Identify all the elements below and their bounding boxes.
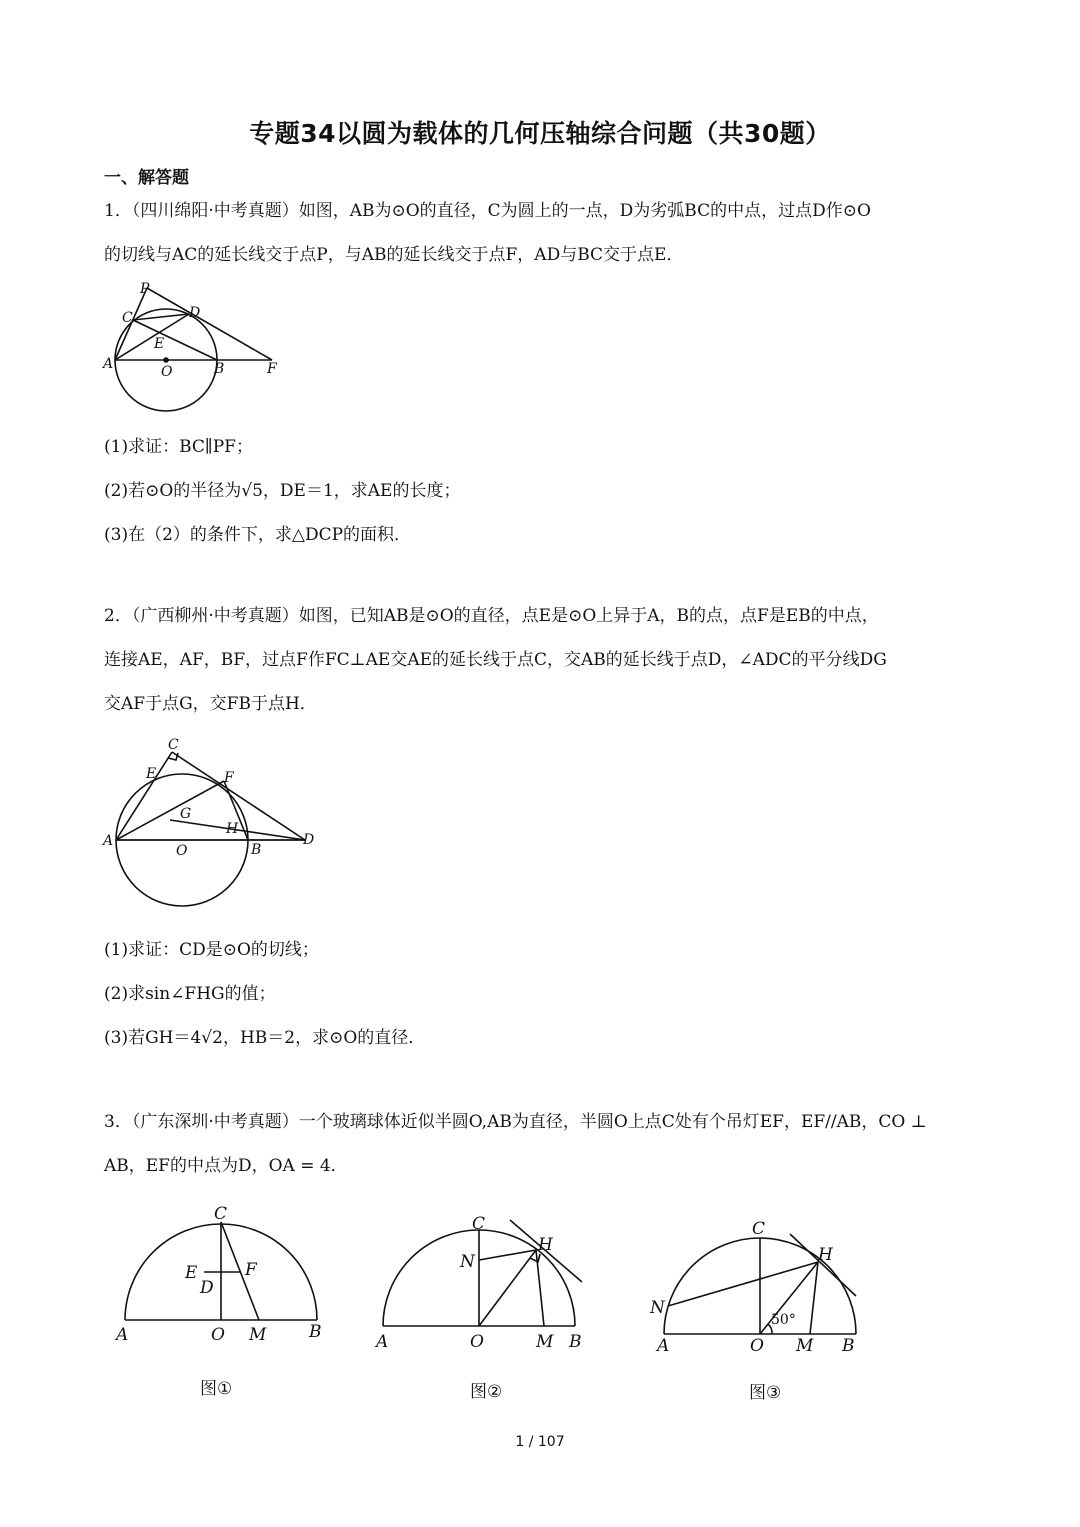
question-2-line-3: 交AF于点G，交FB于点H． [104,694,317,714]
fig2-label-o: O [176,843,188,859]
fig3c-label-m: M [796,1336,814,1356]
question-3-figure-2 [370,1210,600,1360]
fig3c-label-n: N [650,1298,665,1318]
fig2-label-a: A [103,833,114,849]
fig2-label-b: B [251,842,262,858]
question-3-text [104,1100,984,1188]
question-2-line-1: 2．（广西柳州·中考真题）如图，已知AB是⊙O的直径，点E是⊙O上异于A，B的点，点F是EB的中点， [104,606,879,626]
question-2-text [104,594,984,726]
question-1-figure [100,282,300,422]
fig3a-label-e: E [185,1263,198,1283]
question-3-figure-1 [110,1200,340,1350]
fig2-label-f: F [224,770,234,786]
fig3b-label-m: M [536,1332,554,1352]
question-2-figure [100,736,330,916]
fig3c-label-h: H [818,1245,833,1265]
fig3b-label-b: B [569,1332,582,1352]
question-2-line-2: 连接AE，AF，BF，过点F作FC⊥AE交AE的延长线于点C，交AB的延长线于点D，∠ADC的平分线DG [104,650,887,670]
question-1-part-1: (1)求证：BC∥PF； [104,437,253,457]
fig3b-label-c: C [472,1214,486,1234]
fig3b-label-n: N [460,1252,475,1272]
fig3b-label-o: O [470,1332,484,1352]
fig3b-label-h: H [538,1235,553,1255]
question-1-line-2: 的切线与AC的延长线交于点P，与AB的延长线交于点F，AD与BC交于点E． [104,245,684,265]
question-1-line-1: 1．（四川绵阳·中考真题）如图，AB为⊙O的直径，C为圆上的一点，D为劣弧BC的中点，过点D作⊙O [104,201,871,221]
fig3c-label-c: C [752,1219,766,1239]
fig1-label-p: P [140,281,150,297]
question-2-part-2: (2)求sin∠FHG的值； [104,984,276,1004]
fig3a-label-d: D [200,1278,214,1298]
question-2-part-3: (3)若GH＝4√2，HB＝2，求⊙O的直径． [104,1028,426,1048]
fig3a-label-a: A [116,1325,129,1345]
fig2-label-g: G [180,806,192,822]
fig2-label-h: H [226,821,239,837]
fig2-label-d: D [303,832,315,848]
figure-3-caption: 图③ [749,1383,782,1403]
figure-1-caption: 图① [200,1379,233,1399]
figure-2-caption: 图② [470,1382,503,1402]
question-1-part-2: (2)若⊙O的半径为√5，DE＝1，求AE的长度； [104,481,461,501]
page-number: 1 / 107 [515,1434,565,1450]
fig2-label-e: E [146,766,157,782]
question-1-part-3: (3)在（2）的条件下，求△DCP的面积． [104,525,412,545]
question-3-line-2: AB，EF的中点为D，OA = 4． [104,1156,348,1176]
fig1-label-b: B [214,361,225,377]
fig3c-label-a: A [657,1336,670,1356]
fig3a-label-m: M [249,1325,267,1345]
question-1-text [104,189,984,277]
fig1-label-d: D [189,305,201,321]
fig3a-label-b: B [309,1322,322,1342]
question-3-figure-3 [650,1210,880,1360]
fig3c-label-b: B [842,1336,855,1356]
fig3a-label-o: O [211,1325,225,1345]
fig3c-label-o: O [750,1336,764,1356]
fig1-label-a: A [103,356,114,372]
fig3b-label-a: A [376,1332,389,1352]
fig1-label-o: O [161,364,173,380]
section-heading: 一、解答题 [104,168,189,188]
fig3c-angle-label: 50° [771,1312,796,1328]
question-2-part-1: (1)求证：CD是⊙O的切线； [104,940,319,960]
fig2-label-c: C [168,737,179,753]
question-3-line-1: 3．（广东深圳·中考真题）一个玻璃球体近似半圆O,AB为直径，半圆O上点C处有个吊灯EF，EF//AB，CO ⊥ [104,1112,927,1132]
fig1-label-f: F [267,361,277,377]
fig3a-label-f: F [245,1260,257,1280]
page-title: 专题34以圆为载体的几何压轴综合问题（共30题） [249,119,831,148]
fig1-label-e: E [154,336,165,352]
fig1-label-c: C [122,310,133,326]
fig3a-label-c: C [214,1204,228,1224]
